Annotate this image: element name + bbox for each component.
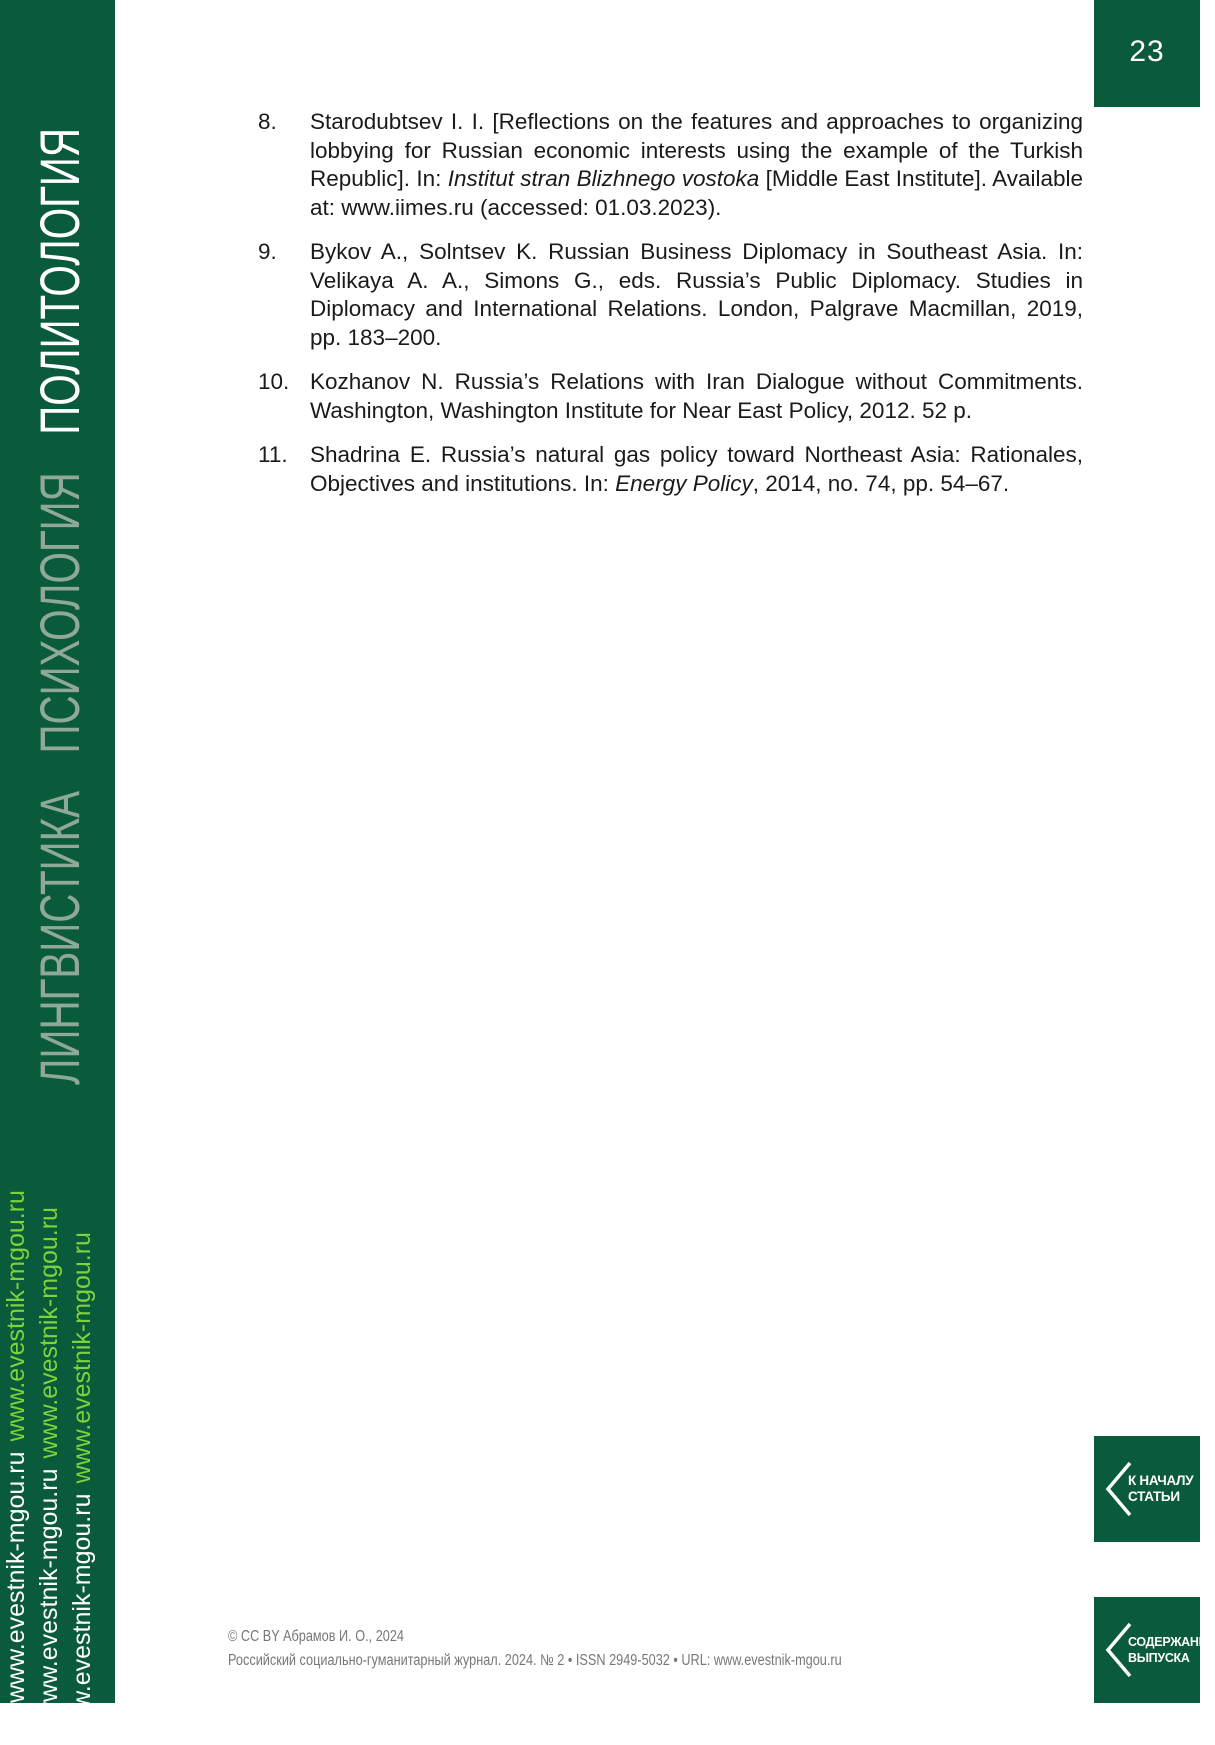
page-footer: [228, 1625, 842, 1673]
section-sidebar: [0, 0, 115, 1745]
reference-list: [258, 108, 1083, 514]
section-psychology[interactable]: ПСИХОЛОГИЯ: [28, 472, 91, 754]
reference-item: [258, 108, 1083, 222]
reference-number: 11.: [258, 442, 288, 467]
site-link[interactable]: www.evestnik-mgou.ru: [35, 1207, 63, 1459]
reference-text: Starodubtsev I. I. [Reflections on the features and approaches to organizing lobbying for Russian economic interests using the example of the Turkish Republic]. In:: [310, 109, 1083, 191]
url-row-1: [4, 1180, 29, 1703]
section-titles: [28, 91, 91, 1085]
to-contents-button[interactable]: [1094, 1597, 1215, 1703]
reference-number: 9.: [258, 239, 277, 264]
reference-text: Bykov A., Solntsev K. Russian Business Diplomacy in Southeast Asia. In: Velikaya A. A., Simons G., eds. Russia’s Public Diplomacy. Studies in Diplomacy and International Relations. London, Palgrave Macmillan, 2019, pp. 183–200.: [310, 239, 1083, 350]
reference-item: [258, 441, 1083, 498]
reference-source-italic: Energy Policy: [615, 470, 753, 496]
reference-text-tail: , 2014, no. 74, pp. 54–67.: [752, 470, 1010, 496]
site-link[interactable]: www.evestnik-mgou.ru: [68, 1232, 96, 1484]
reference-text: Kozhanov N. Russia’s Relations with Iran Dialogue without Commitments. Washington, Washington Institute for Near East Policy, 2012. 52 p.: [310, 369, 1083, 423]
reference-item: [258, 238, 1083, 352]
journal-line: Российский социально-гуманитарный журнал. 2024. № 2 • ISSN 2949-5032 • URL: www.evestnik-mgou.ru: [228, 1652, 842, 1669]
reference-number: 10.: [258, 369, 290, 394]
page-number: 23: [1094, 0, 1200, 107]
site-link[interactable]: www.evestnik-mgou.ru: [35, 1468, 63, 1720]
reference-text: Shadrina E. Russia’s natural gas policy toward Northeast Asia: Rationales, Objectives and institutions. In:: [310, 442, 1083, 496]
reference-number: 8.: [258, 109, 277, 134]
site-link[interactable]: www.evestnik-mgou.ru: [2, 1451, 30, 1703]
url-row-2: [37, 1197, 62, 1720]
copyright-line: © CC BY Абрамов И. О., 2024: [228, 1628, 404, 1645]
section-political-science[interactable]: ПОЛИТОЛОГИЯ: [28, 127, 91, 435]
site-link[interactable]: www.evestnik-mgou.ru: [68, 1493, 96, 1745]
site-link[interactable]: www.evestnik-mgou.ru: [2, 1190, 30, 1442]
url-row-3: [70, 1222, 95, 1745]
to-article-start-button[interactable]: [1094, 1436, 1200, 1542]
reference-source-italic: Institut stran Blizhnego vostoka: [447, 166, 760, 191]
section-linguistics[interactable]: ЛИНГВИСТИКА: [28, 790, 91, 1085]
reference-item: [258, 368, 1083, 425]
reference-text-tail: [Middle East Institute]. Available at: www.iimes.ru (accessed: 01.03.2023).: [310, 166, 1084, 220]
to-article-start-label: К НАЧАЛУ СТАТЬИ: [1128, 1473, 1194, 1504]
to-contents-label: СОДЕРЖАНИЕ ВЫПУСКА: [1128, 1635, 1215, 1665]
